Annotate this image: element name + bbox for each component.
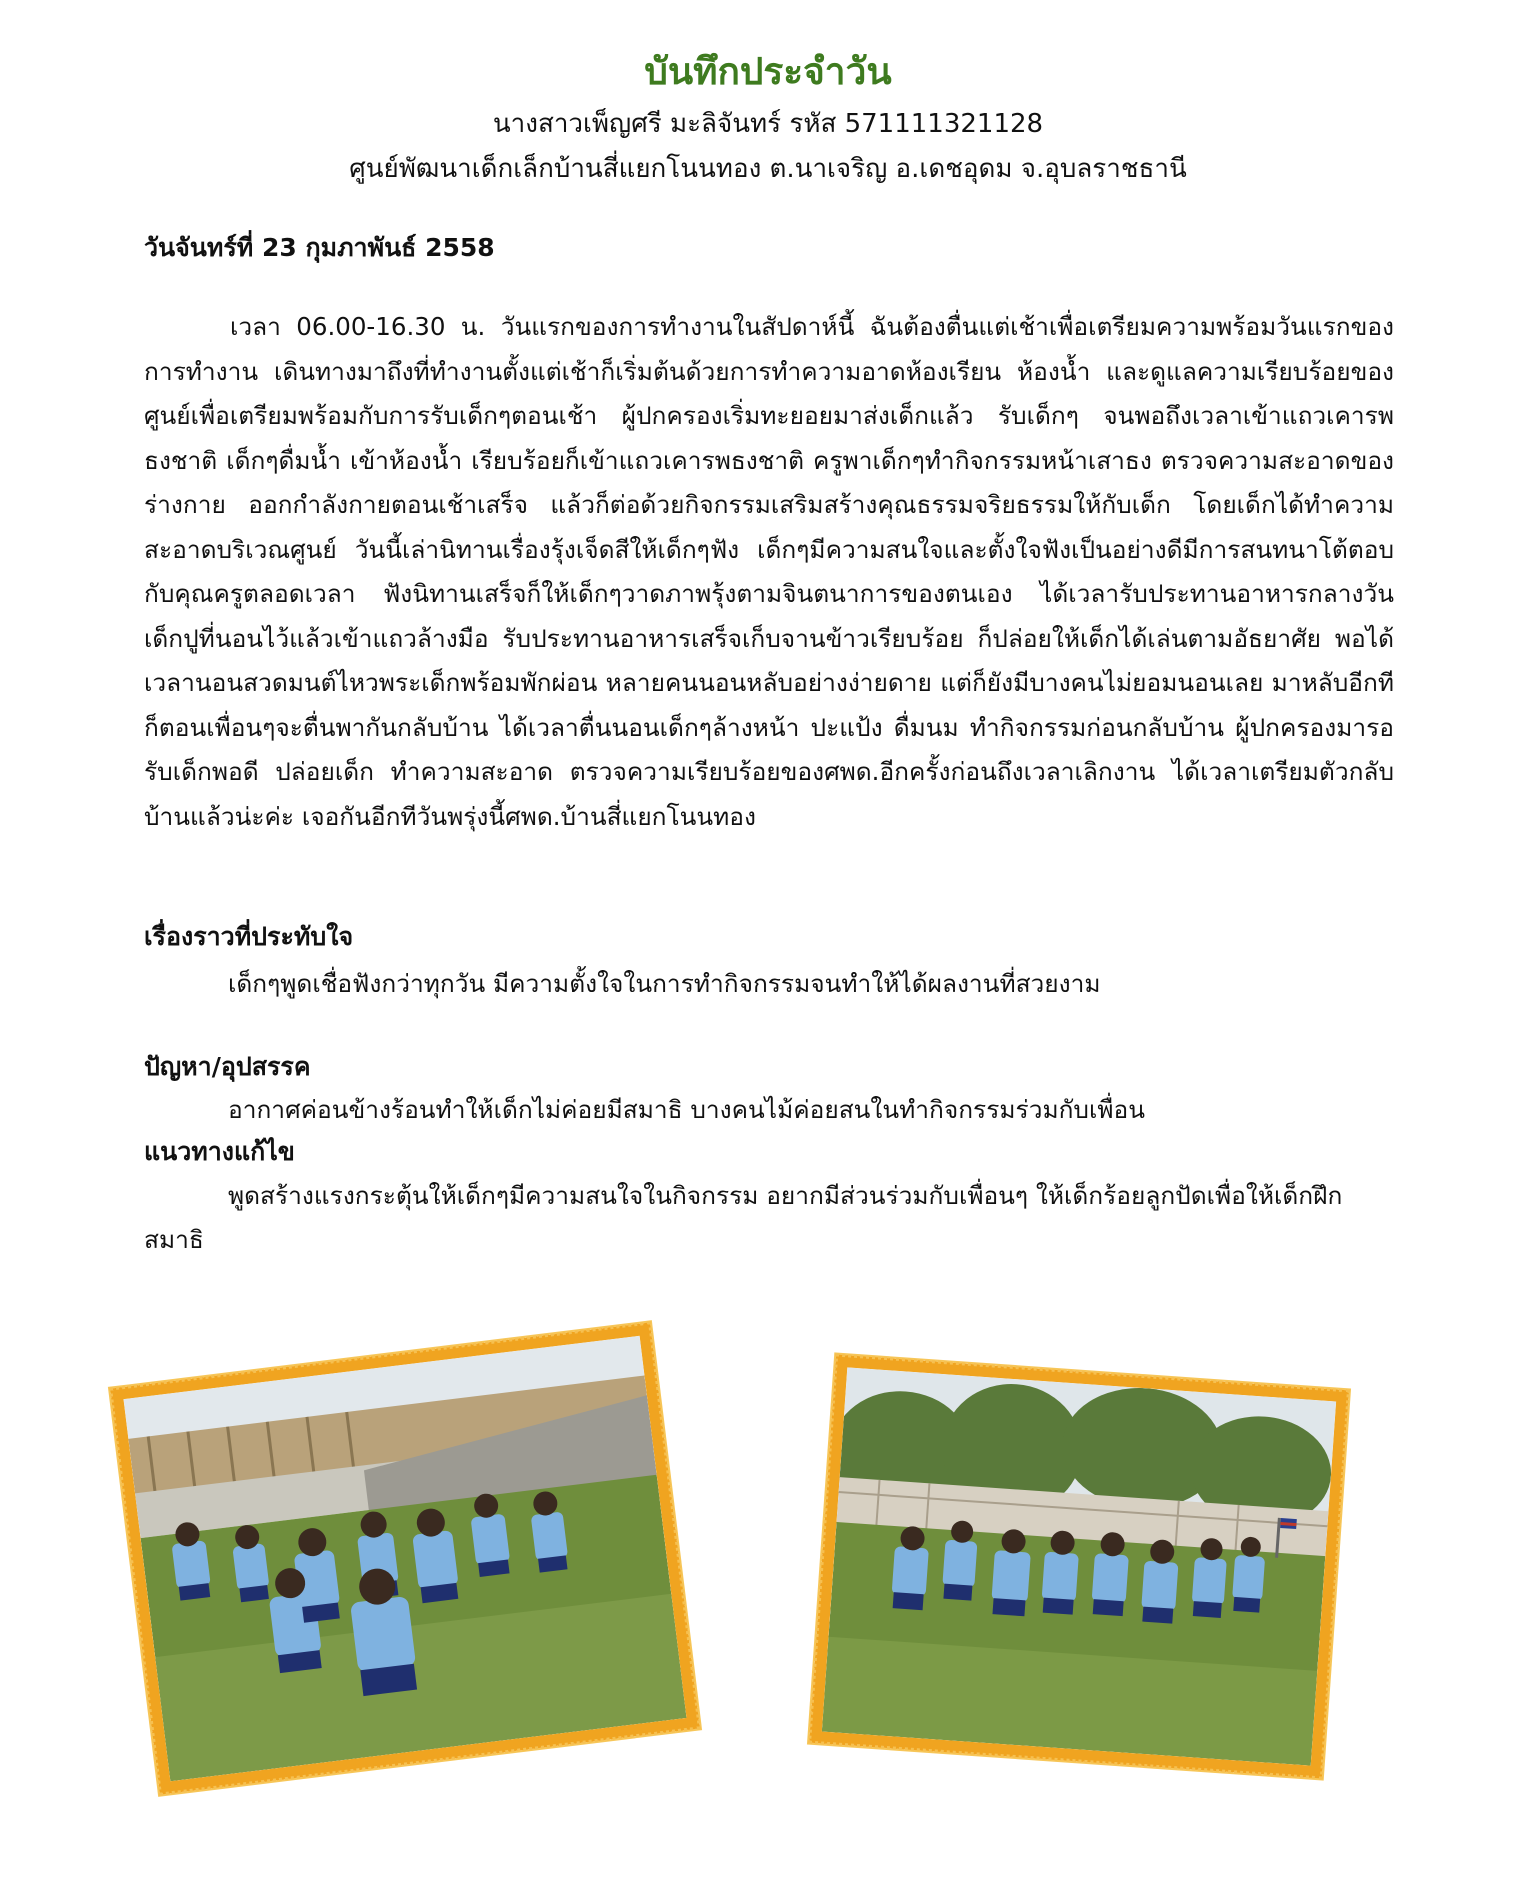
section-text-impression: เด็กๆพูดเชื่อฟังกว่าทุกวัน มีความตั้งใจในการทำกิจกรรมจนทำให้ได้ผลงานที่สวยงาม [228, 969, 1101, 998]
section-heading-solutions: แนวทางแก้ไข [144, 1137, 295, 1166]
entry-date: วันจันทร์ที่ 23 กุมภาพันธ์ 2558 [144, 233, 495, 262]
document-title: บันทึกประจำวัน [644, 50, 892, 93]
organization-line: ศูนย์พัฒนาเด็กเล็กบ้านสี่แยกโนนทอง ต.นาเจริญ อ.เดชอุดม จ.อุบลราชธานี [349, 154, 1187, 184]
author-line: นางสาวเพ็ญศรี มะลิจันทร์ รหัส 571111321128 [492, 109, 1044, 139]
section-heading-impression: เรื่องราวที่ประทับใจ [144, 922, 354, 951]
photo-children-circle-image [822, 1367, 1336, 1765]
section-text-problems: อากาศค่อนข้างร้อนทำให้เด็กไม่ค่อยมีสมาธิ บางคนไม้ค่อยสนในทำกิจกรรมร่วมกับเพื่อน [228, 1095, 1145, 1124]
diary-body: เวลา 06.00-16.30 น. วันแรกของการทำงานในสัปดาห์นี้ ฉันต้องตื่นแต่เช้าเพื่อเตรียมความพร้อมวันแรกของการทำงาน เดินทางมาถึงที่ทำงานตั้งแต่เช้าก็เริ่มต้นด้วยการทำความอาดห้องเรียน ห้องน้ำ และดูแลความเรียบร้อยของศูนย์เพื่อเตรียมพร้อมกับการรับเด็กๆตอนเช้า ผู้ปกครองเริ่มทะยอยมาส่งเด็กแล้ว รับเด็กๆ จนพอถึงเวลาเข้าแถวเคารพธงชาติ เด็กๆดื่มน้ำ เข้าห้องน้ำ เรียบร้อยก็เข้าแถวเคารพธงชาติ ครูพาเด็กๆทำกิจกรรมหน้าเสาธง ตรวจความสะอาดของร่างกาย ออกกำลังกายตอนเช้าเสร็จ แล้วก็ต่อด้วยกิจกรรมเสริมสร้างคุณธรรมจริยธรรมให้กับเด็ก โดยเด็กได้ทำความสะอาดบริเวณศูนย์ วันนี้เล่านิทานเรื่องรุ้งเจ็ดสีให้เด็กๆฟัง เด็กๆมีความสนใจและตั้งใจฟังเป็นอย่างดีมีการสนทนาโต้ตอบกับคุณครูตลอดเวลา ฟังนิทานเสร็จก็ให้เด็กๆวาดภาพรุ้งตามจินตนาการของตนเอง ได้เวลารับประทานอาหารกลางวัน เด็กปูที่นอนไว้แล้วเข้าแถวล้างมือ รับประทานอาหารเสร็จเก็บจานข้าวเรียบร้อย ก็ปล่อยให้เด็กได้เล่นตามอัธยาศัย พอได้เวลานอนสวดมนต์ไหวพระเด็กพร้อมพักผ่อน หลายคนนอนหลับอย่างง่ายดาย แต่ก็ยังมีบางคนไม่ยอมนอนเลย มาหลับอีกทีก็ตอนเพื่อนๆจะตื่นพากันกลับบ้าน ได้เวลาตื่นนอนเด็กๆล้างหน้า ปะแป้ง ดื่มนม ทำกิจกรรมก่อนกลับบ้าน ผู้ปกครองมารอรับเด็กพอดี ปล่อยเด็ก ทำความสะอาด ตรวจความเรียบร้อยของศพด.อีกครั้งก่อนถึงเวลาเลิกงาน ได้เวลาเตรียมตัวกลับบ้านแล้วน่ะค่ะ เจอกันอีกทีวันพรุ่งนี้ศพด.บ้านสี่แยกโนนทอง [144, 312, 1394, 831]
section-heading-problems: ปัญหา/อุปสรรค [144, 1052, 311, 1081]
photo-children-exercising-image [123, 1336, 686, 1782]
section-text-solutions: พูดสร้างแรงกระตุ้นให้เด็กๆมีความสนใจในกิจกรรม อยากมีส่วนร่วมกับเพื่อนๆ ให้เด็กร้อยลูกปัดเพื่อให้เด็กฝึกสมาธิ [144, 1181, 1343, 1254]
photo-children-exercising [110, 1322, 700, 1794]
photo-children-circle [809, 1355, 1349, 1779]
